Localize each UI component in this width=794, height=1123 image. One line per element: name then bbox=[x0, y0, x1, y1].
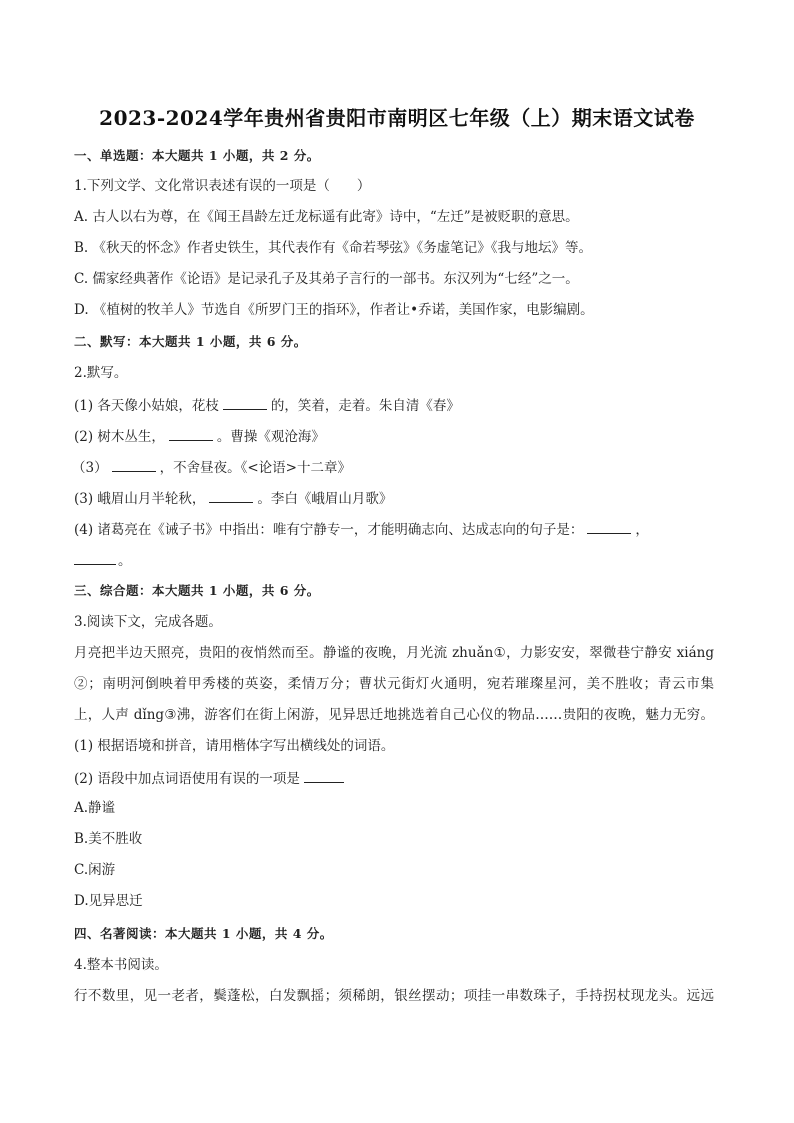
dictation-1-blank bbox=[223, 395, 267, 410]
choice-a: A.静谧 bbox=[74, 800, 116, 816]
question-1-option-c: C. 儒家经典著作《论语》是记录孔子及其弟子言行的一部书。东汉列为“七经”之一。 bbox=[74, 271, 579, 287]
passage-line-2: ②；南明河倒映着甲秀楼的英姿，柔情万分；曹状元街灯火通明，宛若璀璨星河，美不胜收；青云市集 bbox=[74, 676, 714, 692]
section-heading-classic-reading: 四、名著阅读：本大题共 1 小题，共 4 分。 bbox=[74, 926, 333, 941]
section-heading-comprehensive: 三、综合题：本大题共 1 小题，共 6 分。 bbox=[74, 583, 320, 598]
section-heading-single-choice: 一、单选题：本大题共 1 小题，共 2 分。 bbox=[74, 148, 320, 163]
question-3-sub-2 bbox=[74, 768, 348, 788]
passage-4-line-1: 行不数里，见一老者，鬓蓬松，白发飘摇；须稀朗，银丝摆动；项挂一串数珠子，手持拐杖现龙头。远远 bbox=[74, 988, 714, 1004]
dictation-4-blank bbox=[209, 488, 253, 503]
question-1-option-b: B. 《秋天的怀念》作者史铁生，其代表作有《命若琴弦》《务虚笔记》《我与地坛》等。 bbox=[74, 240, 593, 256]
dictation-line-6 bbox=[74, 550, 132, 570]
dictation-5-blank-a bbox=[587, 519, 631, 534]
dictation-3-blank bbox=[112, 457, 156, 472]
choice-c: C.闲游 bbox=[74, 862, 116, 878]
dictation-1-suffix: 的，笑着，走着。朱自清《春》 bbox=[270, 398, 460, 414]
choice-d: D.见异思迁 bbox=[74, 893, 143, 909]
dictation-4-prefix: (3) 峨眉山月半轮秋， bbox=[74, 491, 206, 507]
question-2-stem: 2.默写。 bbox=[74, 365, 128, 381]
dictation-2-suffix: 。曹操《观沧海》 bbox=[216, 429, 325, 445]
dictation-5-comma: ， bbox=[635, 522, 649, 538]
question-4-stem: 4.整本书阅读。 bbox=[74, 957, 168, 973]
question-3-sub-2-text: (2) 语段中加点词语使用有误的一项是 bbox=[74, 771, 300, 787]
dictation-6-period: 。 bbox=[118, 553, 132, 569]
dictation-2-prefix: (2) 树木丛生， bbox=[74, 429, 165, 445]
dictation-1-prefix: (1) 各天像小姑娘，花枝 bbox=[74, 398, 219, 414]
question-1-stem: 1.下列文学、文化常识表述有误的一项是（ ） bbox=[74, 178, 371, 194]
dictation-3-prefix: （3） bbox=[72, 460, 108, 476]
dictation-2-blank bbox=[169, 426, 213, 441]
dictation-4-suffix: 。李白《峨眉山月歌》 bbox=[257, 491, 393, 507]
dictation-line-5 bbox=[74, 519, 649, 539]
dictation-5-prefix: (4) 诸葛亮在《诫子书》中指出：唯有宁静专一，才能明确志向、达成志向的句子是： bbox=[74, 522, 584, 538]
question-1-option-d: D. 《植树的牧羊人》节选自《所罗门王的指环》，作者让•乔诺，美国作家，电影编剧。 bbox=[74, 302, 594, 318]
exam-title: 2023-2024学年贵州省贵阳市南明区七年级（上）期末语文试卷 bbox=[99, 106, 695, 130]
section-heading-dictation: 二、默写：本大题共 1 小题，共 6 分。 bbox=[74, 334, 307, 349]
question-3-sub-2-blank bbox=[304, 768, 344, 783]
dictation-line-1 bbox=[74, 395, 460, 415]
question-3-sub-1: (1) 根据语境和拼音，请用楷体字写出横线处的词语。 bbox=[74, 738, 395, 754]
dictation-line-4 bbox=[74, 488, 392, 508]
question-1-option-a: A. 古人以右为尊，在《闻王昌龄左迁龙标遥有此寄》诗中，“左迁”是被贬职的意思。 bbox=[74, 209, 579, 225]
passage-line-1: 月亮把半边天照亮，贵阳的夜悄然而至。静谧的夜晚，月光流 zhuǎn①，力影安安，翠微巷宁静安 xiáng bbox=[74, 645, 714, 661]
dictation-line-3 bbox=[72, 457, 351, 477]
dictation-5-blank-b bbox=[74, 550, 116, 565]
choice-b: B.美不胜收 bbox=[74, 831, 143, 847]
dictation-3-suffix: ，不舍昼夜。《<论语>十二章》 bbox=[159, 460, 351, 476]
passage-line-3: 上，人声 dǐng③沸，游客们在街上闲游，见异思迁地挑选着自己心仪的物品……贵阳的夜晚，魅力无穷。 bbox=[74, 707, 714, 723]
dictation-line-2 bbox=[74, 426, 325, 446]
question-3-stem: 3.阅读下文，完成各题。 bbox=[74, 614, 222, 630]
